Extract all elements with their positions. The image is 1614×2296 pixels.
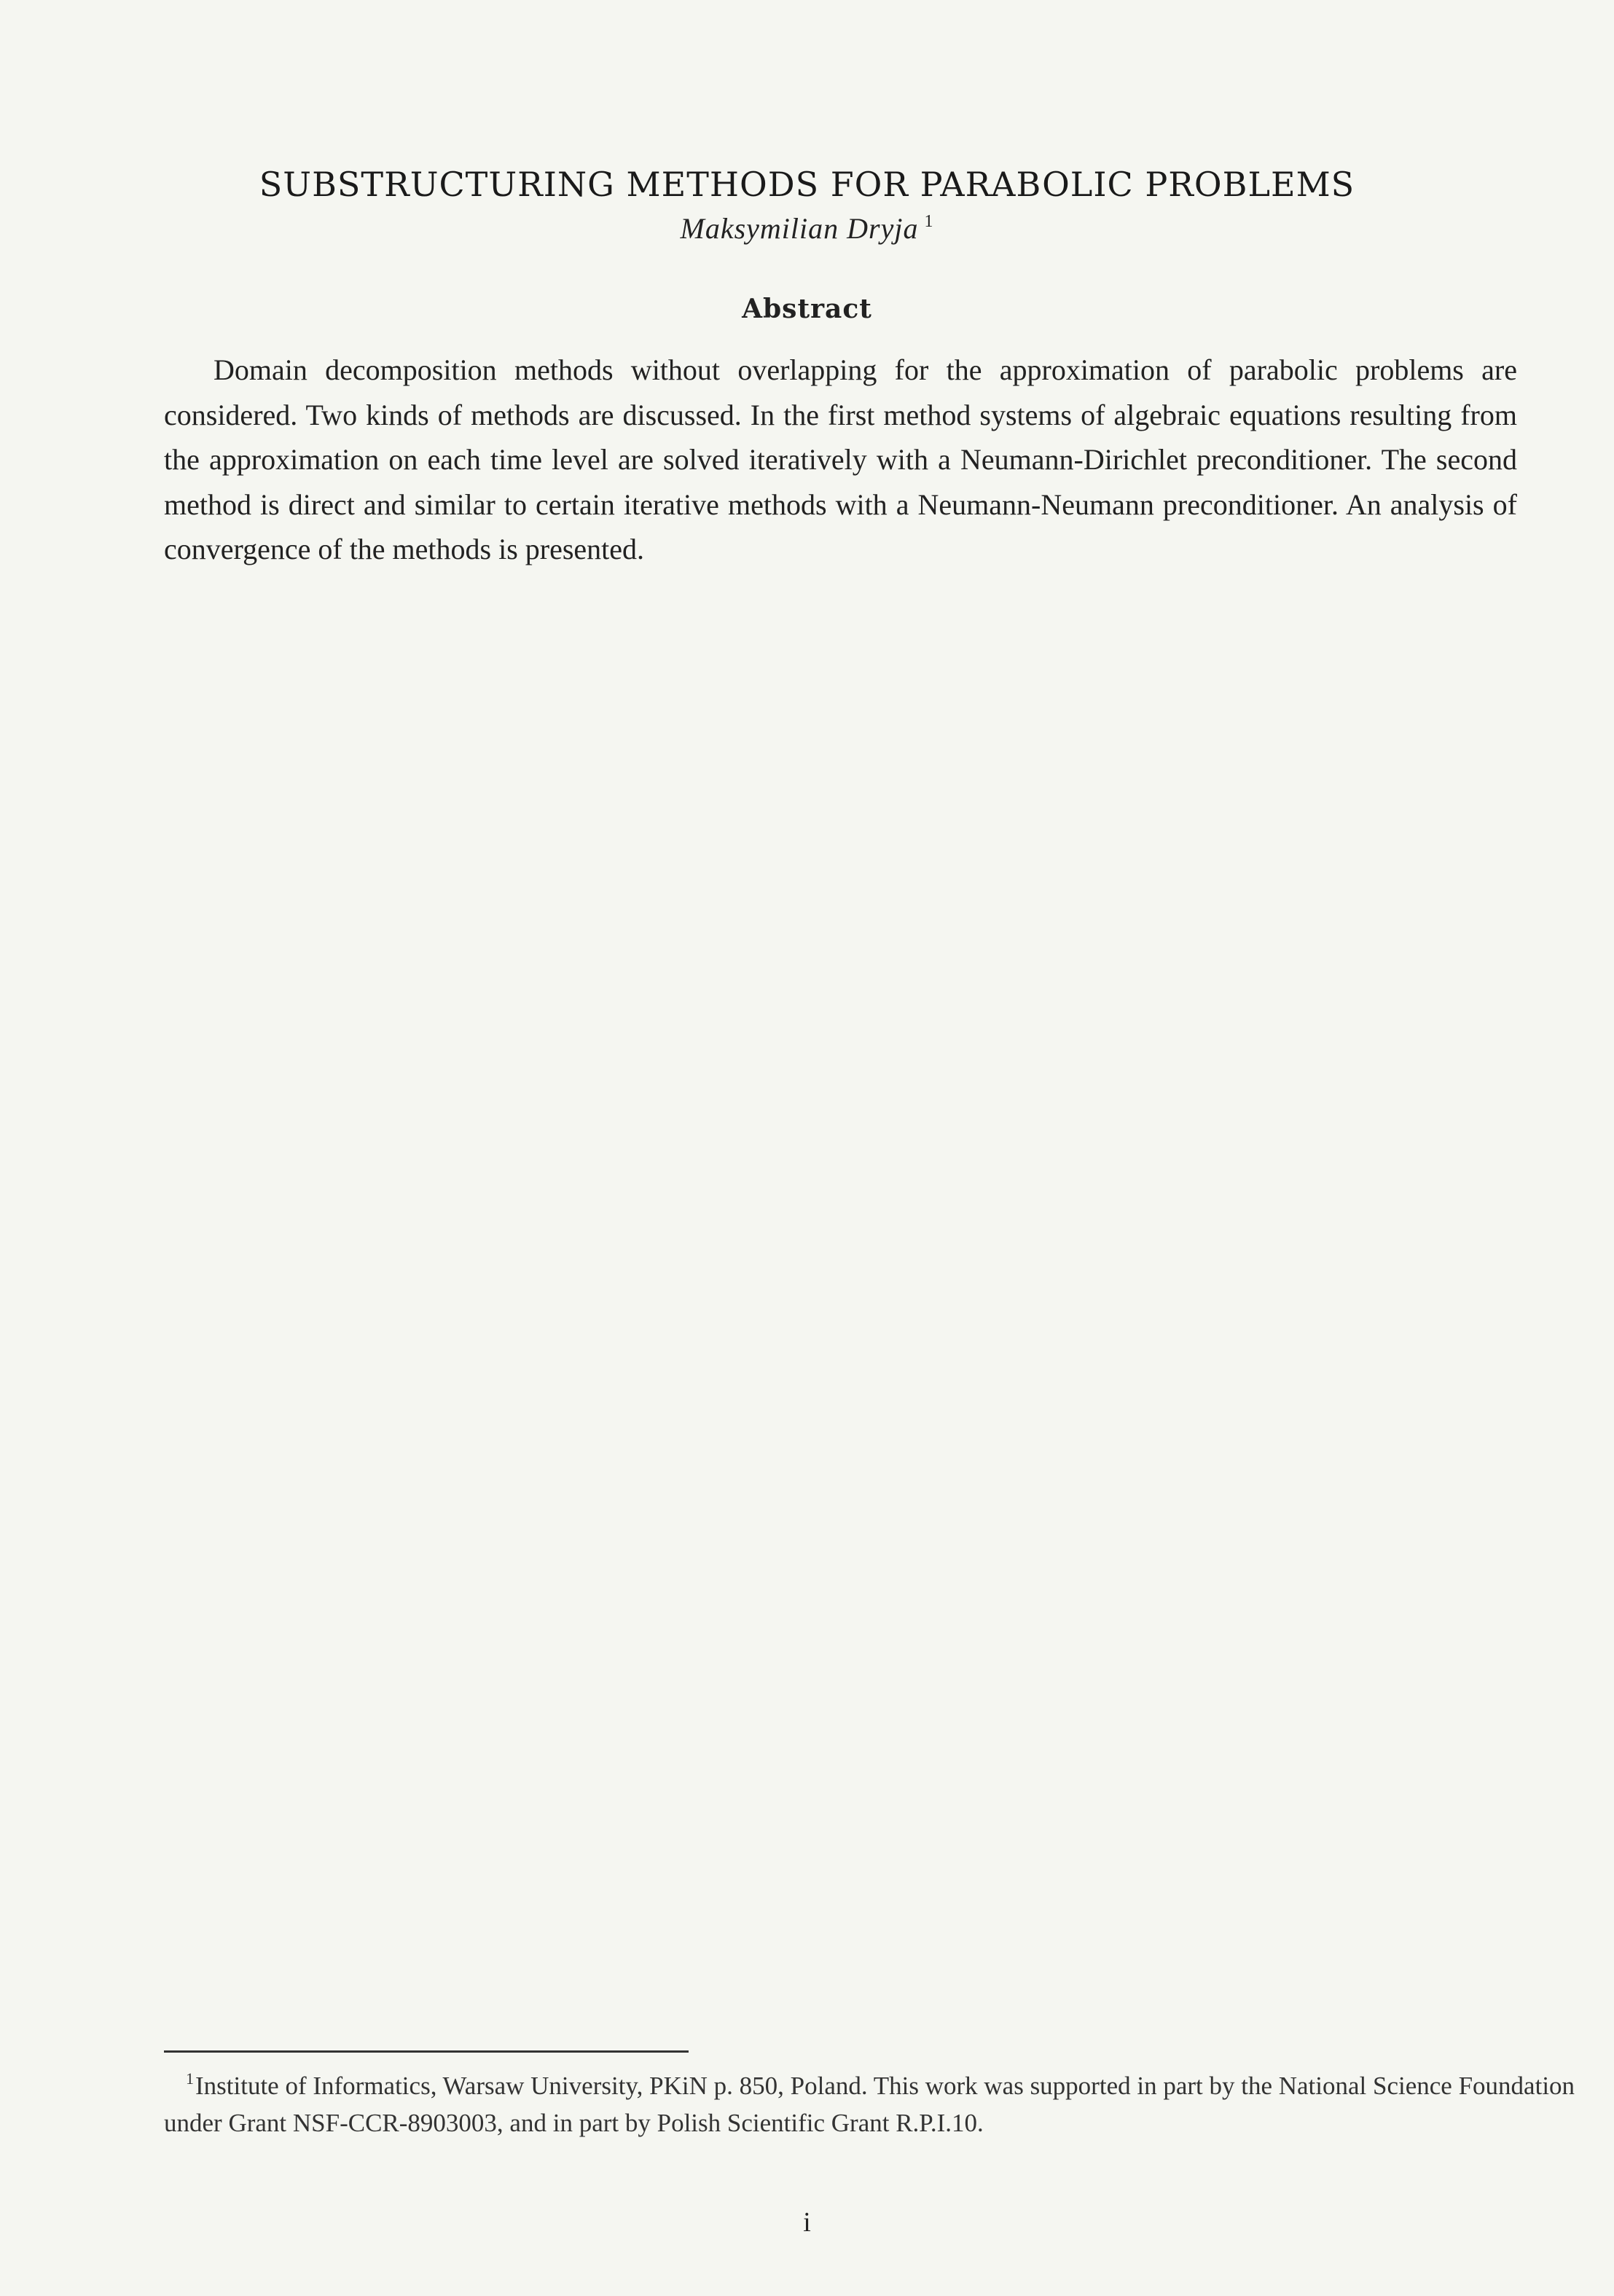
footnote-divider — [164, 2050, 689, 2053]
author-name: Maksymilian Dryja — [680, 212, 919, 245]
footnote-marker: 1 — [186, 2069, 194, 2088]
page-number: i — [803, 2207, 811, 2238]
footnote-text: Institute of Informatics, Warsaw University, PKiN p. 850, Poland. This work was supported in part by the National Science Foundation under Grant NSF-CCR-8903003, and in part by Polish Scientific Grant R.P.I.10. — [164, 2072, 1575, 2137]
footnote — [164, 2060, 1607, 2142]
paper-title: SUBSTRUCTURING METHODS FOR PARABOLIC PROBLEMS — [259, 165, 1355, 204]
author-footnote-marker: 1 — [924, 212, 934, 231]
author-line — [0, 211, 1614, 246]
abstract-heading: Abstract — [742, 294, 872, 324]
abstract-text: Domain decomposition methods without overlapping for the approximation of parabolic problems are considered. Two kinds of methods are discussed. In the first method systems of algebraic equations resulting from the approximation on each time level are solved iteratively with a Neumann-Dirichlet preconditioner. The second method is direct and similar to certain iterative methods with a Neumann-Neumann preconditioner. An analysis of convergence of the methods is presented. — [164, 353, 1517, 565]
